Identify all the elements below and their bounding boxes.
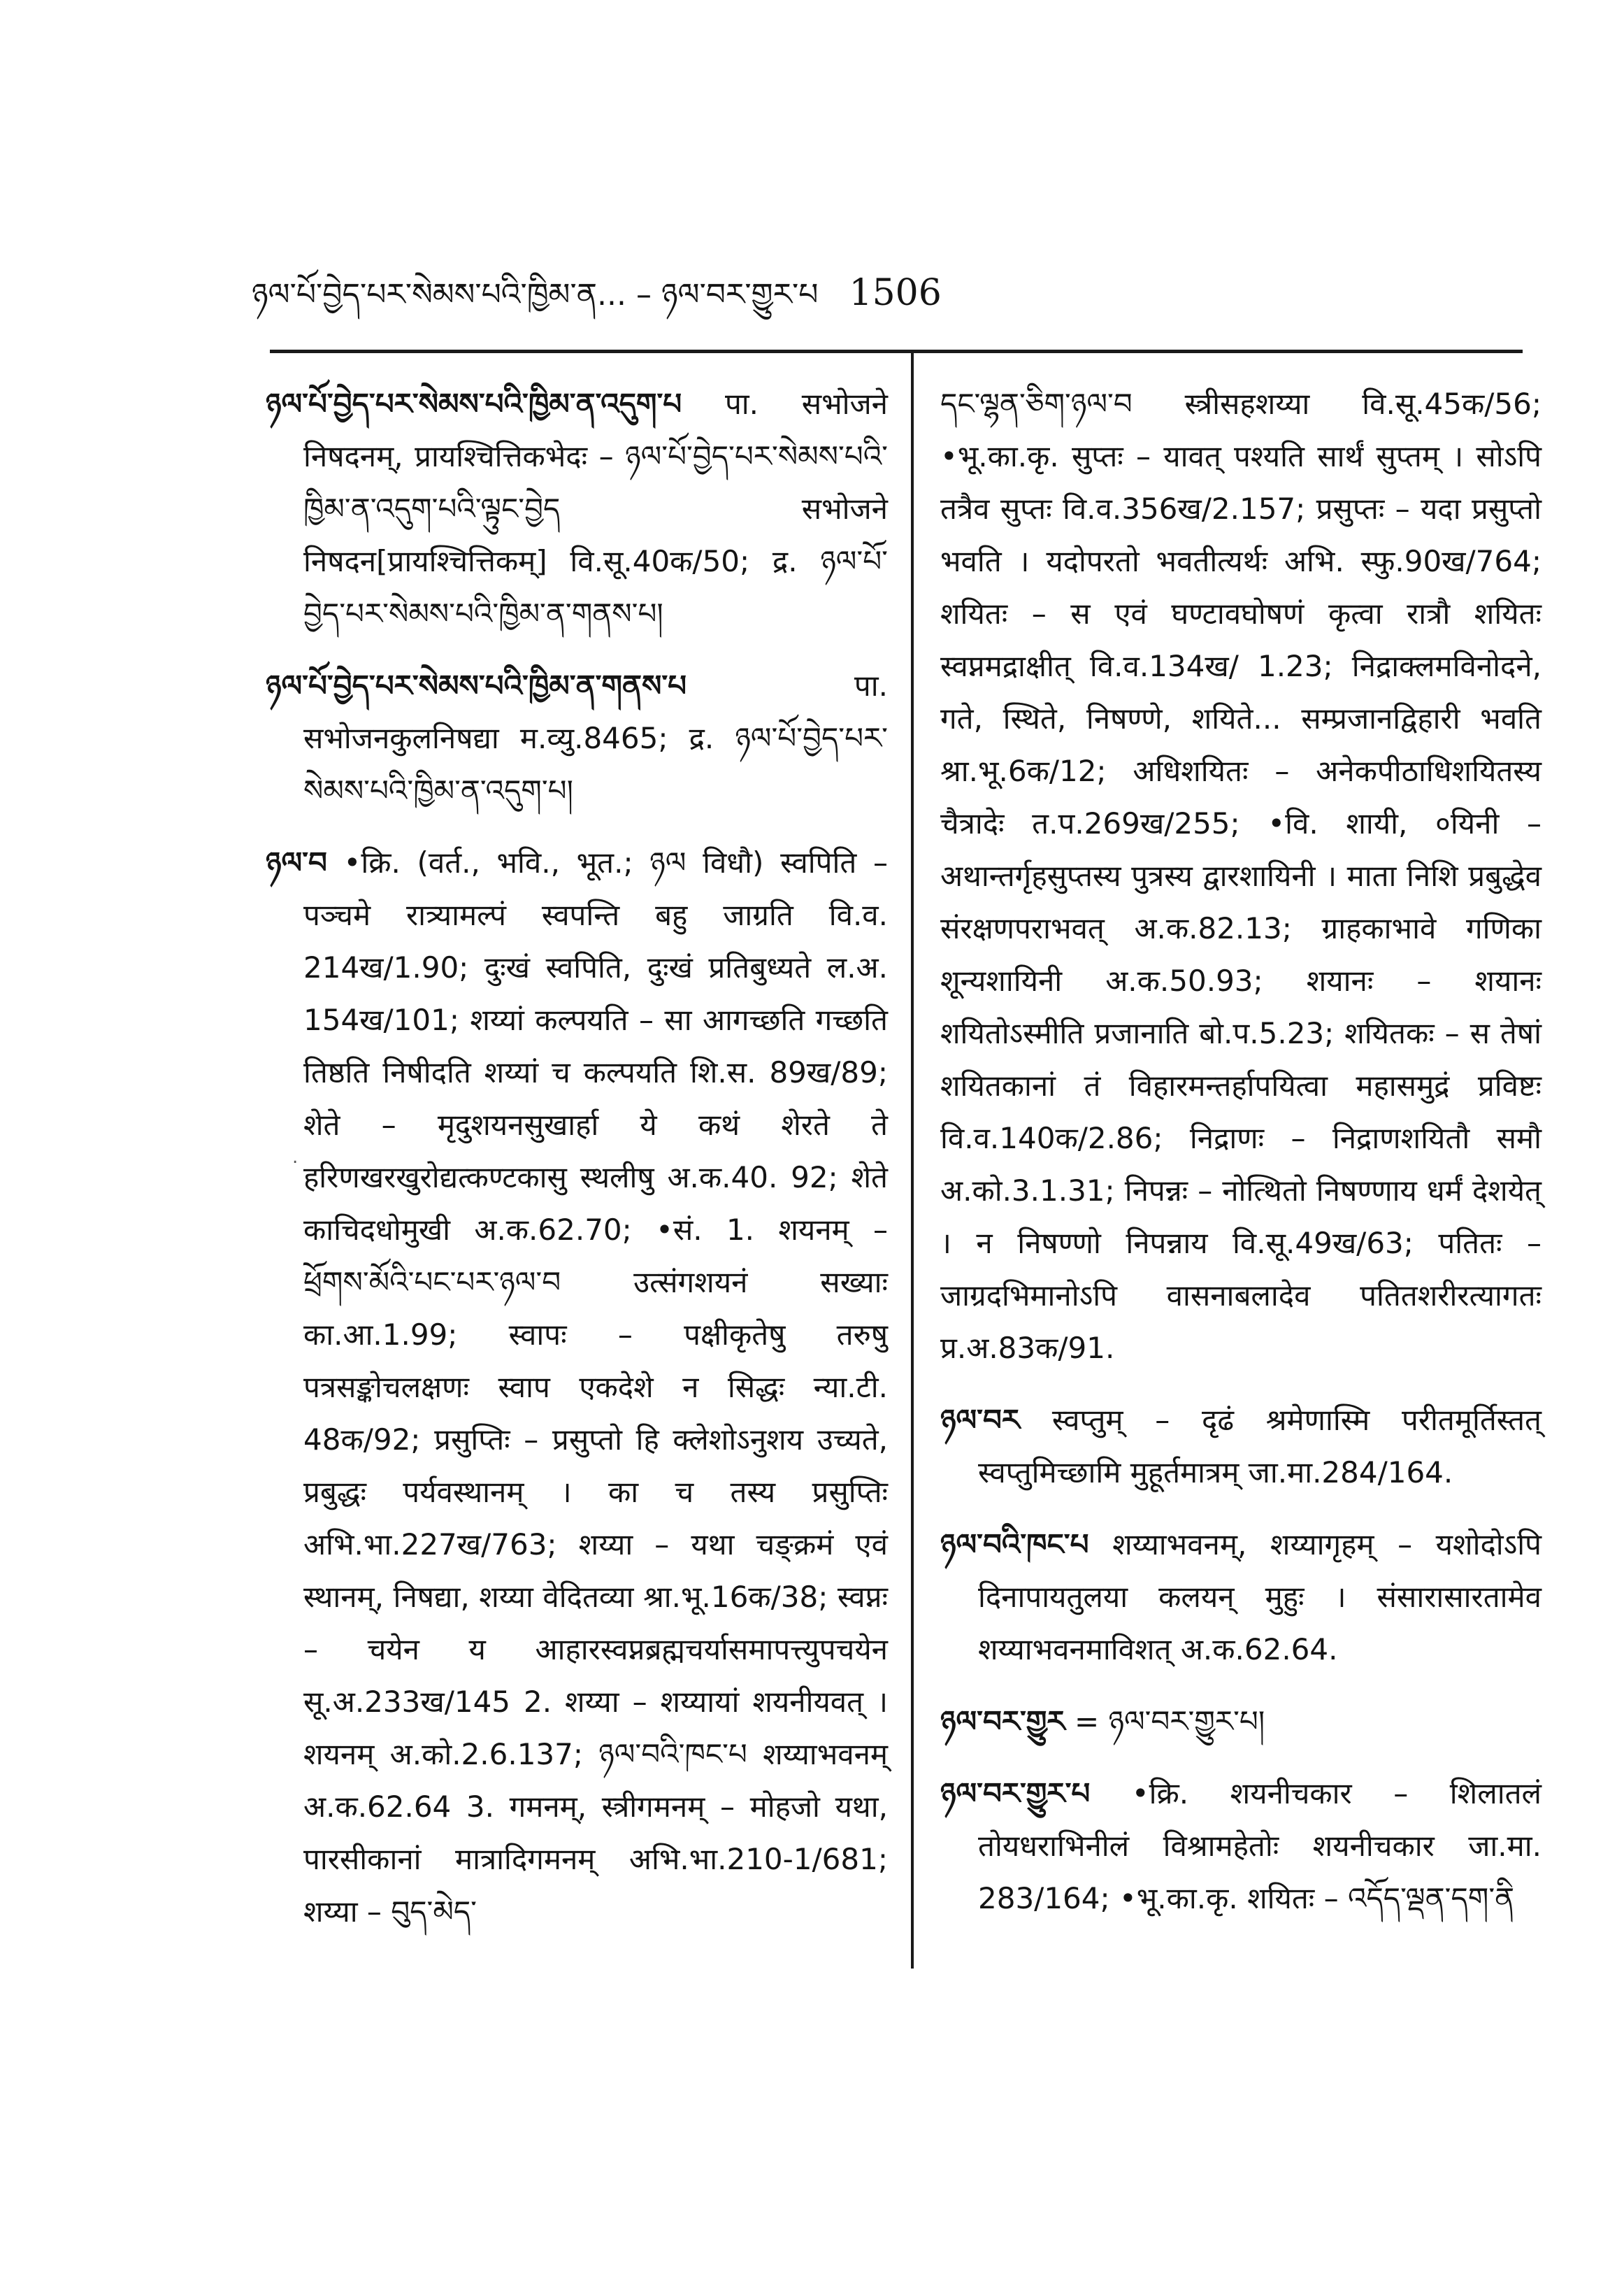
entry-body: पा. सभोजनकुलनिषद्या म.व्यु.8465; द्र. ཉལ་པོ་བྱེད་པར་སེམས་པའི་ཁྱིམ་ན་འདུག་པ།: [303, 669, 888, 808]
entry-headword: ཉལ་བར་གྱུར: [940, 1704, 1065, 1738]
entry-body: = ཉལ་བར་གྱུར་པ།: [1074, 1704, 1265, 1738]
column-divider: [911, 353, 914, 1969]
entry-headword: ཉལ་བའི་ཁང་པ: [940, 1527, 1089, 1562]
running-header: [252, 260, 951, 347]
dictionary-entry: [266, 659, 888, 817]
header-rule: [270, 350, 1523, 353]
entry-headword: ཉལ་པོ་བྱེད་པར་སེམས་པའི་ཁྱིམ་ན་གནས་པ: [266, 669, 687, 703]
dictionary-entry: [940, 1695, 1542, 1748]
entry-headword: ཉལ་པོ་བྱེད་པར་སེམས་པའི་ཁྱིམ་ན་འདུག་པ: [266, 387, 682, 421]
entry-body: •क्रि. (वर्त., भवि., भूत.; ཉལ विधौ) स्वपिति – पञ्चमे रात्र्यामल्पं स्वपन्ति बहु जाग्रति वि.व. 214ख/1.90; दुःखं स्वपिति, दुःखं प्रतिबुध्यते ल.अ. 154ख/101; शय्यां कल्पयति – सा आगच्छति गच्छति तिष्ठति निषीदति शय्यां च कल्पयति शि.स. 89ख/89; शेते – मृदुशयनसुखार्हा ये कथं शेरते ते हरिणखरखुरोद्यत्कण्टकासु स्थलीषु अ.क.40. 92; शेते काचिदधोमुखी अ.क.62.70; •सं. 1. शयनम् – ཕྲོགས་མོའི་པང་པར་ཉལ་བ उत्संगशयनं सख्याः का.आ.1.99; स्वापः – पक्षीकृतेषु तरुषु पत्रसङ्कोचलक्षणः स्वाप एकदेशे न सिद्धः न्या.टी. 48क/92; प्रसुप्तिः – प्रसुप्तो हि क्लेशोऽनुशय उच्यते, प्रबुद्धः पर्यवस्थानम् । का च तस्य प्रसुप्तिः अभि.भा.227ख/763; शय्या – यथा चङ्क्रमं एवं स्थानम्, निषद्या, शय्या वेदितव्या श्रा.भू.16क/38; स्वप्नः – चयेन य आहारस्वप्नब्रह्मचर्यासमापत्त्युपचयेन सू.अ.233ख/145 2. शय्या – शय्यायां शयनीयवत् । शयनम् अ.को.2.6.137; ཉལ་བའི་ཁང་པ शय्याभवनम् अ.क.62.64 3. गमनम्, स्त्रीगमनम् – मोहजो यथा, पारसीकानां मात्रादिगमनम् अभि.भा.210-1/681; शय्या – བུད་མེད་: [303, 845, 888, 1929]
entry-headword: ཉལ་བ: [266, 845, 327, 880]
page-number: 1506: [849, 272, 942, 314]
dictionary-entry: [940, 1394, 1542, 1499]
dictionary-entry: [940, 1767, 1542, 1924]
running-title: ཉལ་པོ་བྱེད་པར་སེམས་པའི་ཁྱིམ་ན... – ཉལ་བར་གྱུར་པ: [252, 277, 819, 313]
margin-mark: .: [292, 1147, 299, 1168]
dictionary-entry: [940, 1518, 1542, 1676]
entry-body: पा. सभोजने निषदनम्, प्रायश्चित्तिकभेदः – ཉལ་པོ་བྱེད་པར་སེམས་པའི་ཁྱིམ་ན་འདུག་པའི་ལྟུང་བྱེད सभोजने निषदन[प्रायश्चित्तिकम्] वि.सू.40क/50; द्र. ཉལ་པོ་བྱེད་པར་སེམས་པའི་ཁྱིམ་ན་གནས་པ།: [303, 387, 888, 631]
dictionary-entry: [266, 836, 888, 1938]
entry-body: •क्रि. शयनीचकार – शिलातलं तोयधराभिनीलं विश्रामहेतोः शयनीचकार जा.मा. 283/164; •भू.का.कृ. शयितः – འདོད་ལྡན་དག་ནི: [978, 1776, 1542, 1915]
right-column: [940, 378, 1542, 1944]
entry-headword: ཉལ་བར: [940, 1403, 1021, 1437]
left-column: [266, 378, 888, 1957]
dictionary-entry: [266, 378, 888, 640]
dictionary-entry: [940, 378, 1542, 1374]
entry-body: स्वप्तुम् – दृढं श्रमेणास्मि परीतमूर्तिस्तत् स्वप्तुमिच्छामि मुहूर्तमात्रम् जा.मा.284/164.: [978, 1403, 1542, 1490]
entry-body: शय्याभवनम्, शय्यागृहम् – यशोदोऽपि दिनापायतुलया कलयन् मुहुः । संसारासारतामेव शय्याभवनमाविशत् अ.क.62.64.: [978, 1527, 1542, 1666]
entry-headword: ཉལ་བར་གྱུར་པ: [940, 1776, 1091, 1810]
entry-body: དང་ལྷན་ཅིག་ཉལ་བ स्त्रीसहशय्या वि.सू.45क/56; •भू.का.कृ. सुप्तः – यावत् पश्यति सार्थं सुप्तम् । सोऽपि तत्रैव सुप्तः वि.व.356ख/2.157; प्रसुप्तः – यदा प्रसुप्तो भवति । यदोपरतो भवतीत्यर्थः अभि. स्फु.90ख/764; शयितः – स एवं घण्टावघोषणं कृत्वा रात्रौ शयितः स्वप्नमद्राक्षीत् वि.व.134ख/ 1.23; निद्राक्लमविनोदने, गते, स्थिते, निषण्णे, शयिते... सम्प्रजानद्विहारी भवति श्रा.भू.6क/12; अधिशयितः – अनेकपीठाधिशयितस्य चैत्रादेः त.प.269ख/255; •वि. शायी, ०यिनी – अथान्तर्गृहसुप्तस्य पुत्रस्य द्वारशायिनी । माता निशि प्रबुद्धेव संरक्षणपराभवत् अ.क.82.13; ग्राहकाभावे गणिका शून्यशायिनी अ.क.50.93; शयानः – शयानः शयितोऽस्मीति प्रजानाति बो.प.5.23; शयितकः – स तेषां शयितकानां तं विहारमन्तर्हापयित्वा महासमुद्रं प्रविष्टः वि.व.140क/2.86; निद्राणः – निद्राणशयितौ समौ अ.को.3.1.31; निपन्नः – नोत्थितो निषण्णाय धर्मं देशयेत् । न निषण्णो निपन्नाय वि.सू.49ख/63; पतितः – जाग्रदभिमानोऽपि वासनाबलादेव पतितशरीरत्यागतः प्र.अ.83क/91.: [940, 387, 1542, 1365]
